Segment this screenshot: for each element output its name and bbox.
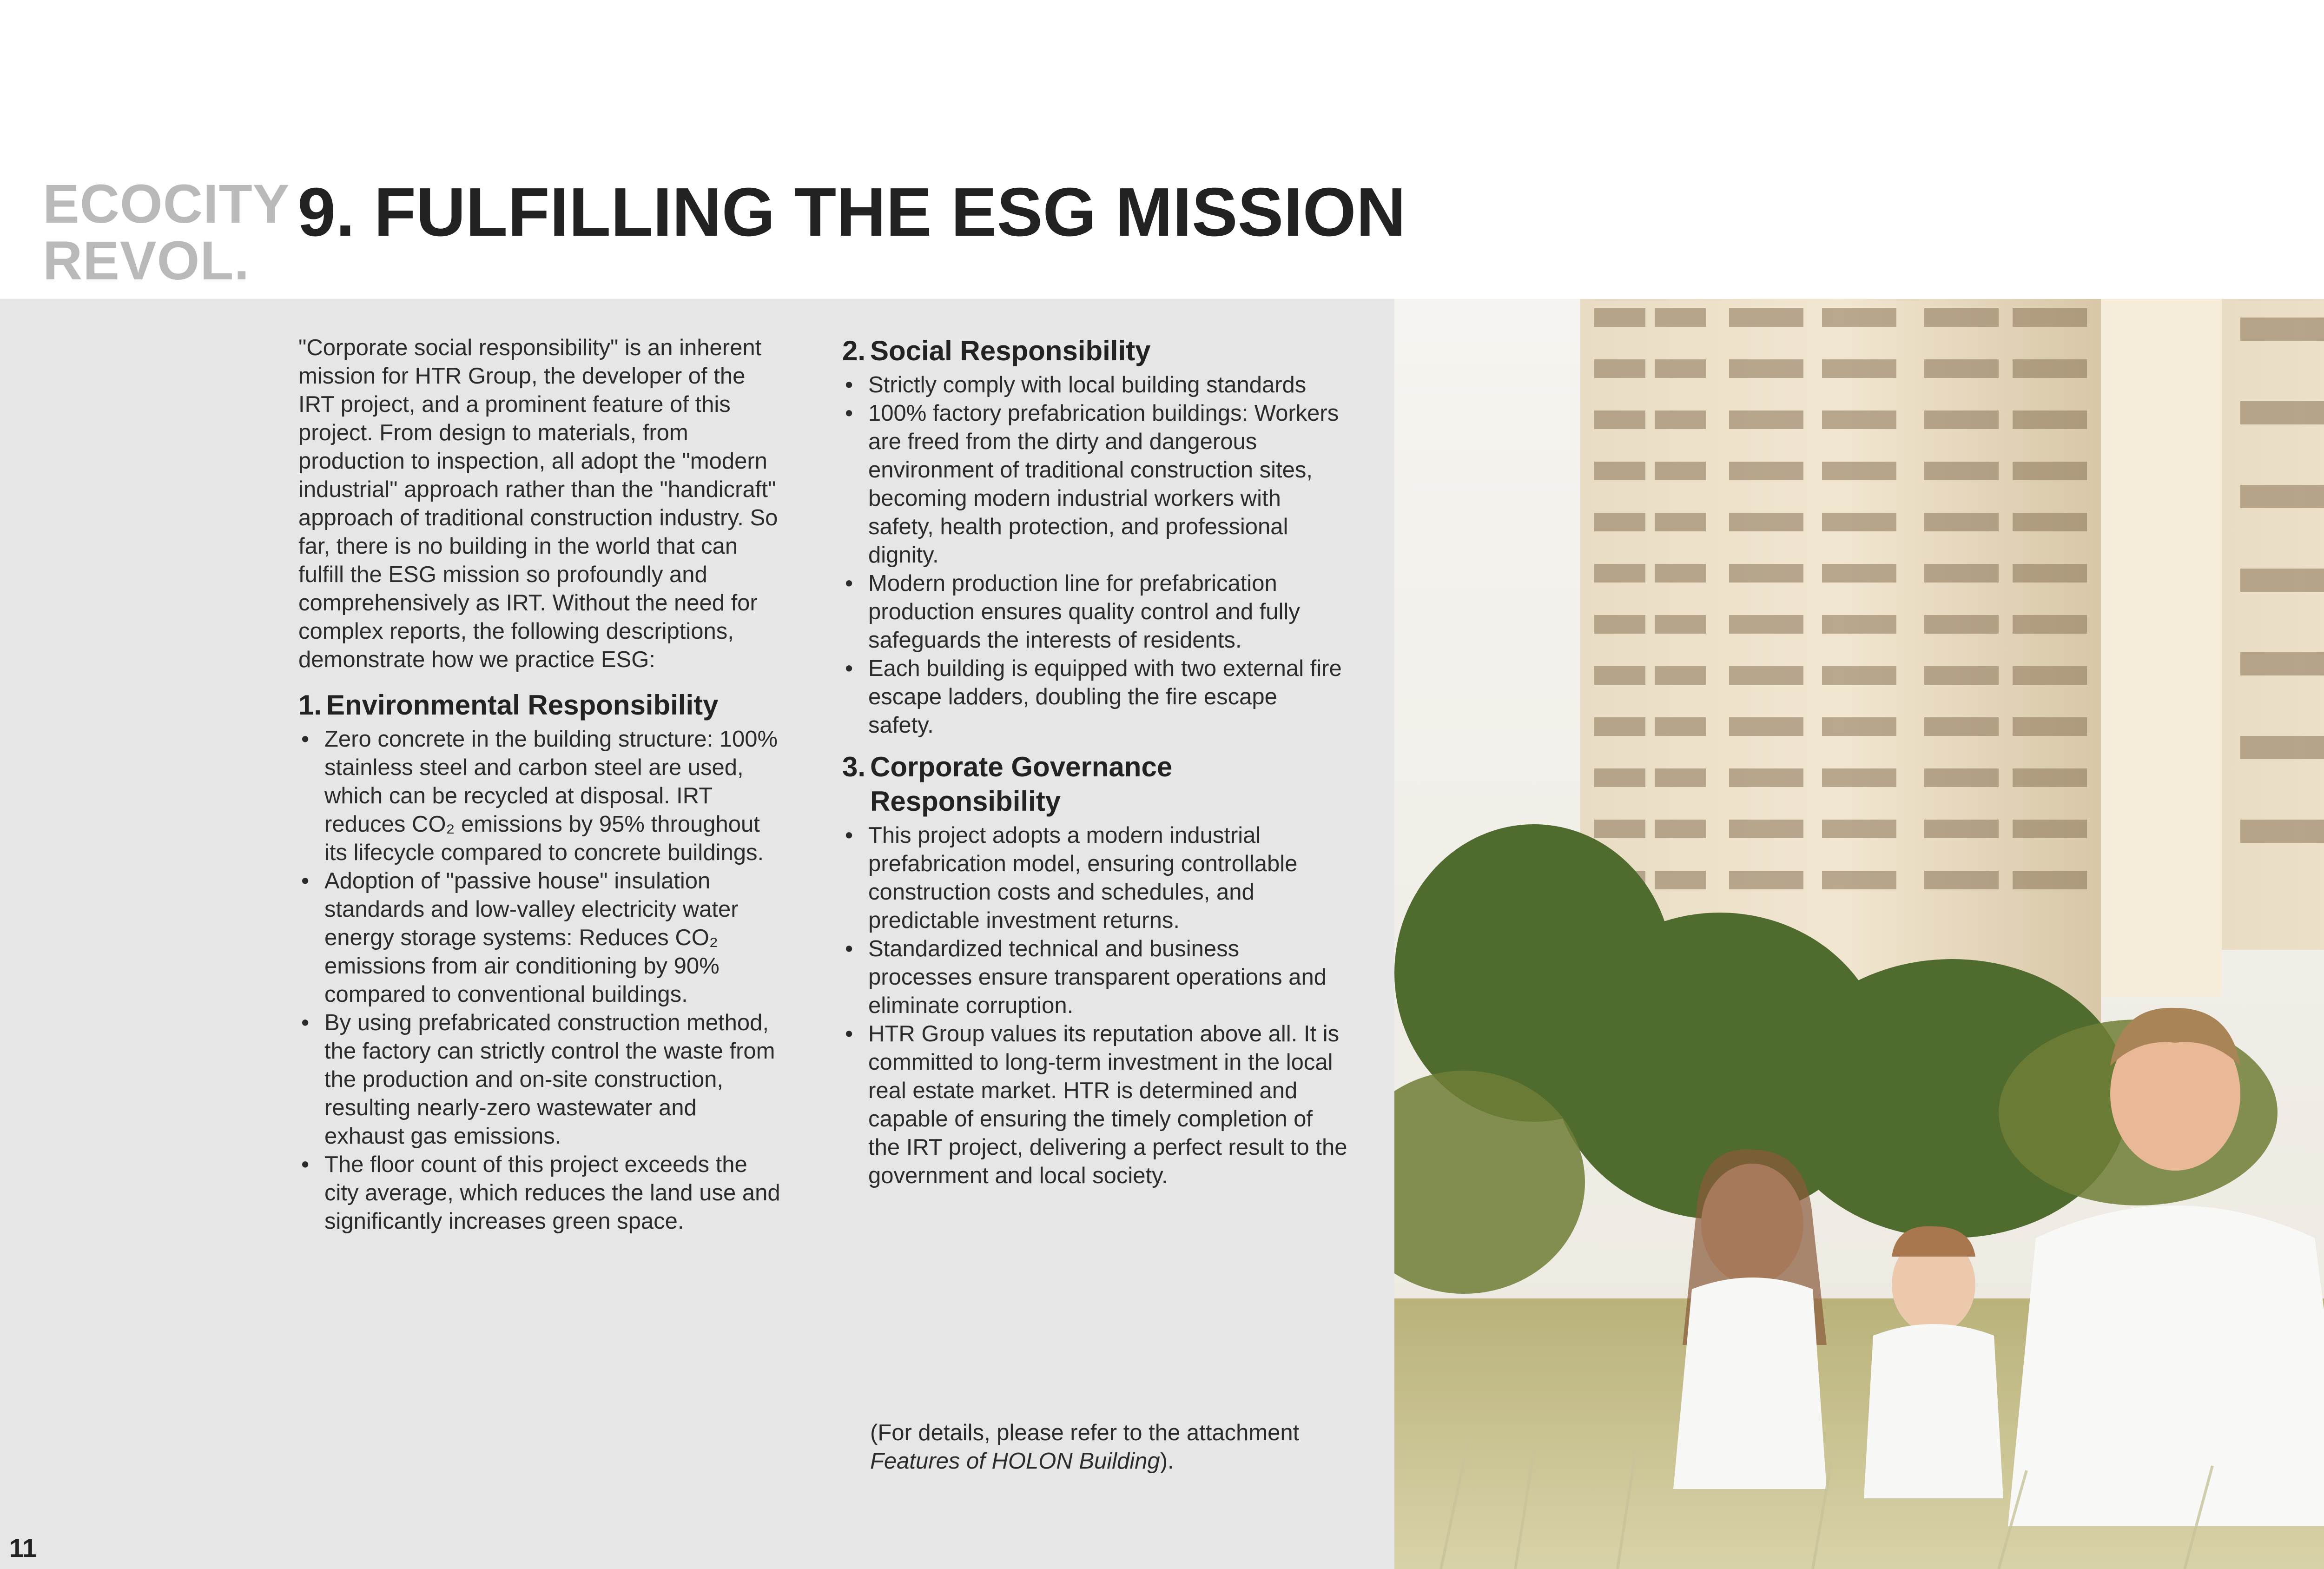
hero-photo — [1394, 299, 2324, 1569]
section-heading-governance — [842, 750, 1349, 819]
intro-paragraph: "Corporate social responsibility" is an inherent mission for HTR Group, the developer of the IRT project, and a prominent feature of this project. From design to materials, from production to inspection, all adopt the "modern industrial" approach rather than the "handicraft" approach of traditional construction industry. So far, there is no building in the world that can fulfill the ESG mission so profoundly and comprehensively as IRT. Without the need for complex reports, the following descriptions, demonstrate how we practice ESG: — [298, 335, 778, 672]
list-item: • The floor count of this project exceeds the city average, which reduces the land use and significantly increases green space. — [298, 1151, 782, 1236]
attachment-note — [870, 1419, 1358, 1476]
list-item: • This project adopts a modern industrial prefabrication model, ensuring controllable construction costs and schedules, and predictable investment returns. — [842, 821, 1349, 935]
section-title: Corporate Governance Responsibility — [870, 751, 1173, 817]
section-title: Environmental Responsibility — [326, 689, 719, 721]
page-number: 11 — [9, 1533, 37, 1562]
family-building-illustration — [1394, 299, 2324, 1569]
governance-list — [842, 821, 1349, 1190]
section-label — [43, 173, 290, 291]
section-heading-environmental — [298, 688, 782, 722]
section-title: Social Responsibility — [870, 335, 1151, 366]
page-title: 9. FULFILLING THE ESG MISSION — [297, 174, 1406, 251]
section-heading-social — [842, 334, 1349, 368]
environmental-list — [298, 725, 782, 1236]
list-item: • 100% factory prefabrication buildings: Workers are freed from the dirty and dangerous environment of traditional construction sites, becoming modern industrial workers with safety, health protection, and professional dignity. — [842, 399, 1349, 569]
note-attachment-title: Features of HOLON Building — [870, 1449, 1160, 1474]
note-prefix: (For details, please refer to the attachment — [870, 1420, 1300, 1445]
list-item: • By using prefabricated construction method, the factory can strictly control the waste from the production and on-site construction, resulting nearly-zero wastewater and exhaust gas emissions. — [298, 1009, 782, 1151]
note-suffix: ). — [1160, 1449, 1174, 1474]
list-item: • Strictly comply with local building standards — [842, 371, 1349, 399]
text-column-right — [842, 334, 1349, 1200]
section-label-line1: ECOCITY — [43, 173, 290, 235]
section-number: 3. — [842, 751, 866, 782]
list-item: • Modern production line for prefabrication production ensures quality control and fully safeguards the interests of residents. — [842, 569, 1349, 655]
list-item: • Zero concrete in the building structure: 100% stainless steel and carbon steel are used, which can be recycled at disposal. IRT reduces CO₂ emissions by 95% throughout its lifecycle compared to concrete buildings. — [298, 725, 782, 867]
section-number: 1. — [298, 689, 322, 721]
list-item: • Adoption of "passive house" insulation standards and low-valley electricity water energy storage systems: Reduces CO₂ emissions from air conditioning by 90% compared to conventional buildings. — [298, 867, 782, 1009]
list-item: • Standardized technical and business processes ensure transparent operations and eliminate corruption. — [842, 935, 1349, 1020]
list-item: • Each building is equipped with two external fire escape ladders, doubling the fire escape safety. — [842, 655, 1349, 740]
section-number: 2. — [842, 335, 866, 366]
list-item: • HTR Group values its reputation above all. It is committed to long-term investment in the local real estate market. HTR is determined and capable of ensuring the timely completion of the IRT project, delivering a perfect result to the government and local society. — [842, 1020, 1349, 1190]
social-list — [842, 371, 1349, 740]
text-column-left — [298, 334, 782, 1246]
section-label-line2: REVOL. — [43, 230, 250, 291]
